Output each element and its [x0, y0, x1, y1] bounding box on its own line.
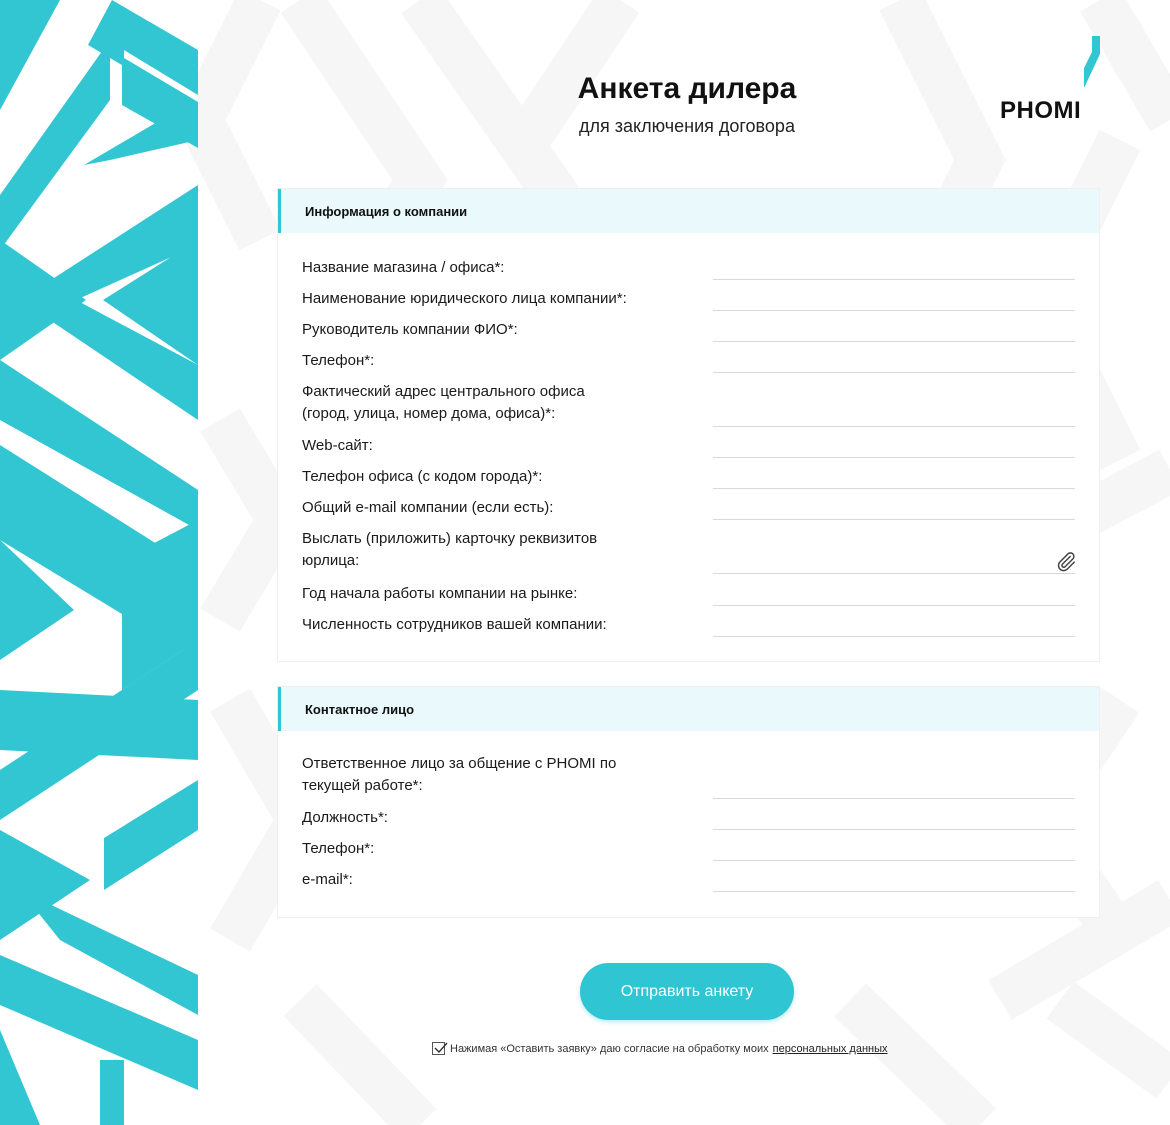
responsible-person-input[interactable]	[713, 798, 1075, 799]
company-info-section	[277, 188, 1100, 662]
section-title-company: Информация о компании	[278, 189, 1099, 233]
field-label: Должность*:	[302, 809, 388, 826]
field-label: Наименование юридического лица компании*:	[302, 290, 627, 307]
field-label: Год начала работы компании на рынке:	[302, 585, 578, 602]
field-label: Телефон офиса (с кодом города)*:	[302, 468, 543, 485]
employee-count-input[interactable]	[713, 636, 1075, 637]
office-phone-input[interactable]	[713, 488, 1075, 489]
office-address-input[interactable]	[713, 426, 1075, 427]
logo-mark-icon	[1084, 36, 1100, 88]
store-name-input[interactable]	[713, 279, 1075, 280]
field-label: e-mail*:	[302, 871, 353, 888]
consent-row	[432, 1042, 888, 1055]
field-label: Руководитель компании ФИО*:	[302, 321, 518, 338]
position-input[interactable]	[713, 829, 1075, 830]
submit-button[interactable]: Отправить анкету	[580, 963, 794, 1020]
field-label: Общий e-mail компании (если есть):	[302, 499, 554, 516]
checkmark-icon	[433, 1041, 448, 1056]
start-year-input[interactable]	[713, 605, 1075, 606]
legal-entity-input[interactable]	[713, 310, 1075, 311]
paperclip-icon[interactable]	[1055, 551, 1077, 573]
personal-data-link[interactable]: персональных данных	[772, 1042, 888, 1055]
contact-email-input[interactable]	[713, 891, 1075, 892]
field-label: Web-сайт:	[302, 437, 373, 454]
page-subtitle: для заключения договора	[579, 116, 795, 136]
field-label: Фактический адрес центрального офиса (город, улица, номер дома, офиса)*:	[302, 383, 585, 422]
page-title: Анкета дилера	[577, 72, 797, 105]
requisites-file-input[interactable]	[713, 573, 1075, 574]
contact-person-section	[277, 686, 1100, 918]
field-label: Численность сотрудников вашей компании:	[302, 616, 607, 633]
consent-checkbox[interactable]	[432, 1042, 445, 1055]
website-input[interactable]	[713, 457, 1075, 458]
phone-input[interactable]	[713, 372, 1075, 373]
field-label: Выслать (приложить) карточку реквизитов юрлица:	[302, 530, 598, 569]
phomi-logo[interactable]	[1000, 36, 1100, 122]
section-title-contact: Контактное лицо	[278, 687, 1099, 731]
decorative-pattern	[0, 0, 198, 1125]
field-label: Телефон*:	[302, 840, 375, 857]
logo-text: PHOMI	[1000, 97, 1082, 124]
contact-phone-input[interactable]	[713, 860, 1075, 861]
field-label: Телефон*:	[302, 352, 375, 369]
director-name-input[interactable]	[713, 341, 1075, 342]
field-label: Название магазина / офиса*:	[302, 259, 505, 276]
company-email-input[interactable]	[713, 519, 1075, 520]
field-label: Ответственное лицо за общение с PHOMI по текущей работе*:	[302, 755, 617, 794]
consent-text: Нажимая «Оставить заявку» даю согласие на обработку моих	[450, 1042, 769, 1055]
